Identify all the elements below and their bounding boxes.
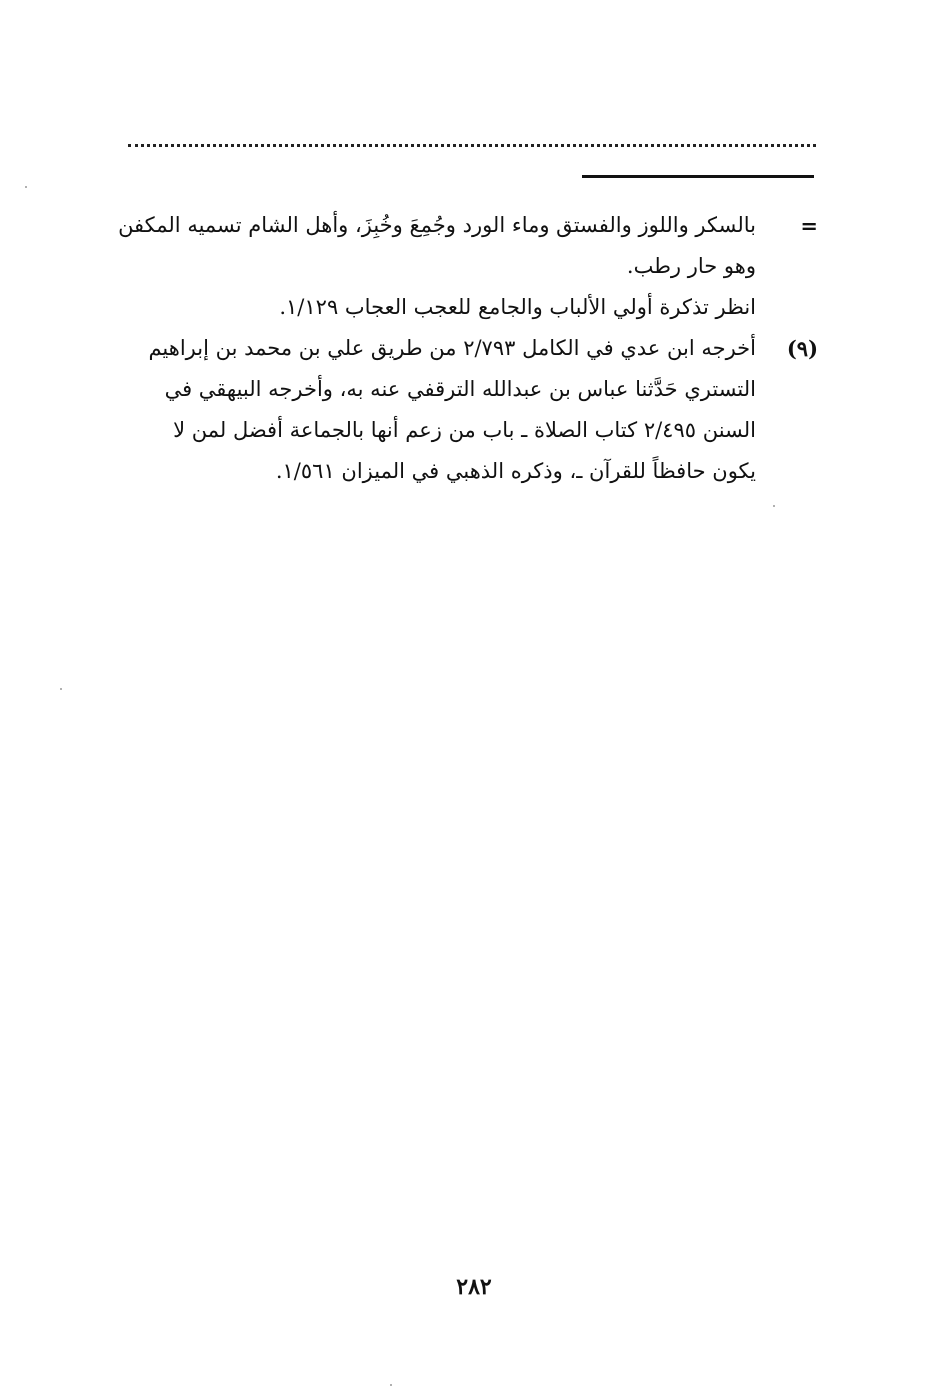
text-line: التستري حَدَّثنا عباس بن عبدالله الترقفي عنه به، وأخرجه البيهقي في [164,377,756,401]
continuation-marker: = [800,213,818,238]
footnote-continuation [118,205,818,328]
scan-speck [25,186,27,188]
text-line: السنن ٢/٤٩٥ كتاب الصلاة ـ باب من زعم أنها بالجماعة أفضل لمن لا [173,418,756,442]
footnote-number: (٩) [786,336,818,361]
text-line: بالسكر واللوز والفستق وماء الورد وجُمِعَ وخُبِزَ، وأهل الشام تسميه المكفن [118,213,756,237]
footnote-rule [582,175,814,178]
page-number: ٢٨٢ [456,1274,492,1300]
scan-speck [390,1384,392,1386]
text-line: أخرجه ابن عدي في الكامل ٢/٧٩٣ من طريق علي بن محمد بن إبراهيم [148,336,756,360]
continuation-body [118,205,756,328]
text-line: يكون حافظاً للقرآن ـ، وذكره الذهبي في الميزان ١/٥٦١. [275,459,756,483]
reference-line: انظر تذكرة أولي الألباب والجامع للعجب العجاب ١/١٢٩. [279,295,756,319]
scan-speck [773,505,775,507]
footnote-9-body [118,328,756,492]
footnotes-section [118,205,818,492]
scan-speck [60,688,62,690]
footnote-9 [118,328,818,492]
text-line: وهو حار رطب. [626,254,756,278]
dotted-separator [128,144,816,147]
